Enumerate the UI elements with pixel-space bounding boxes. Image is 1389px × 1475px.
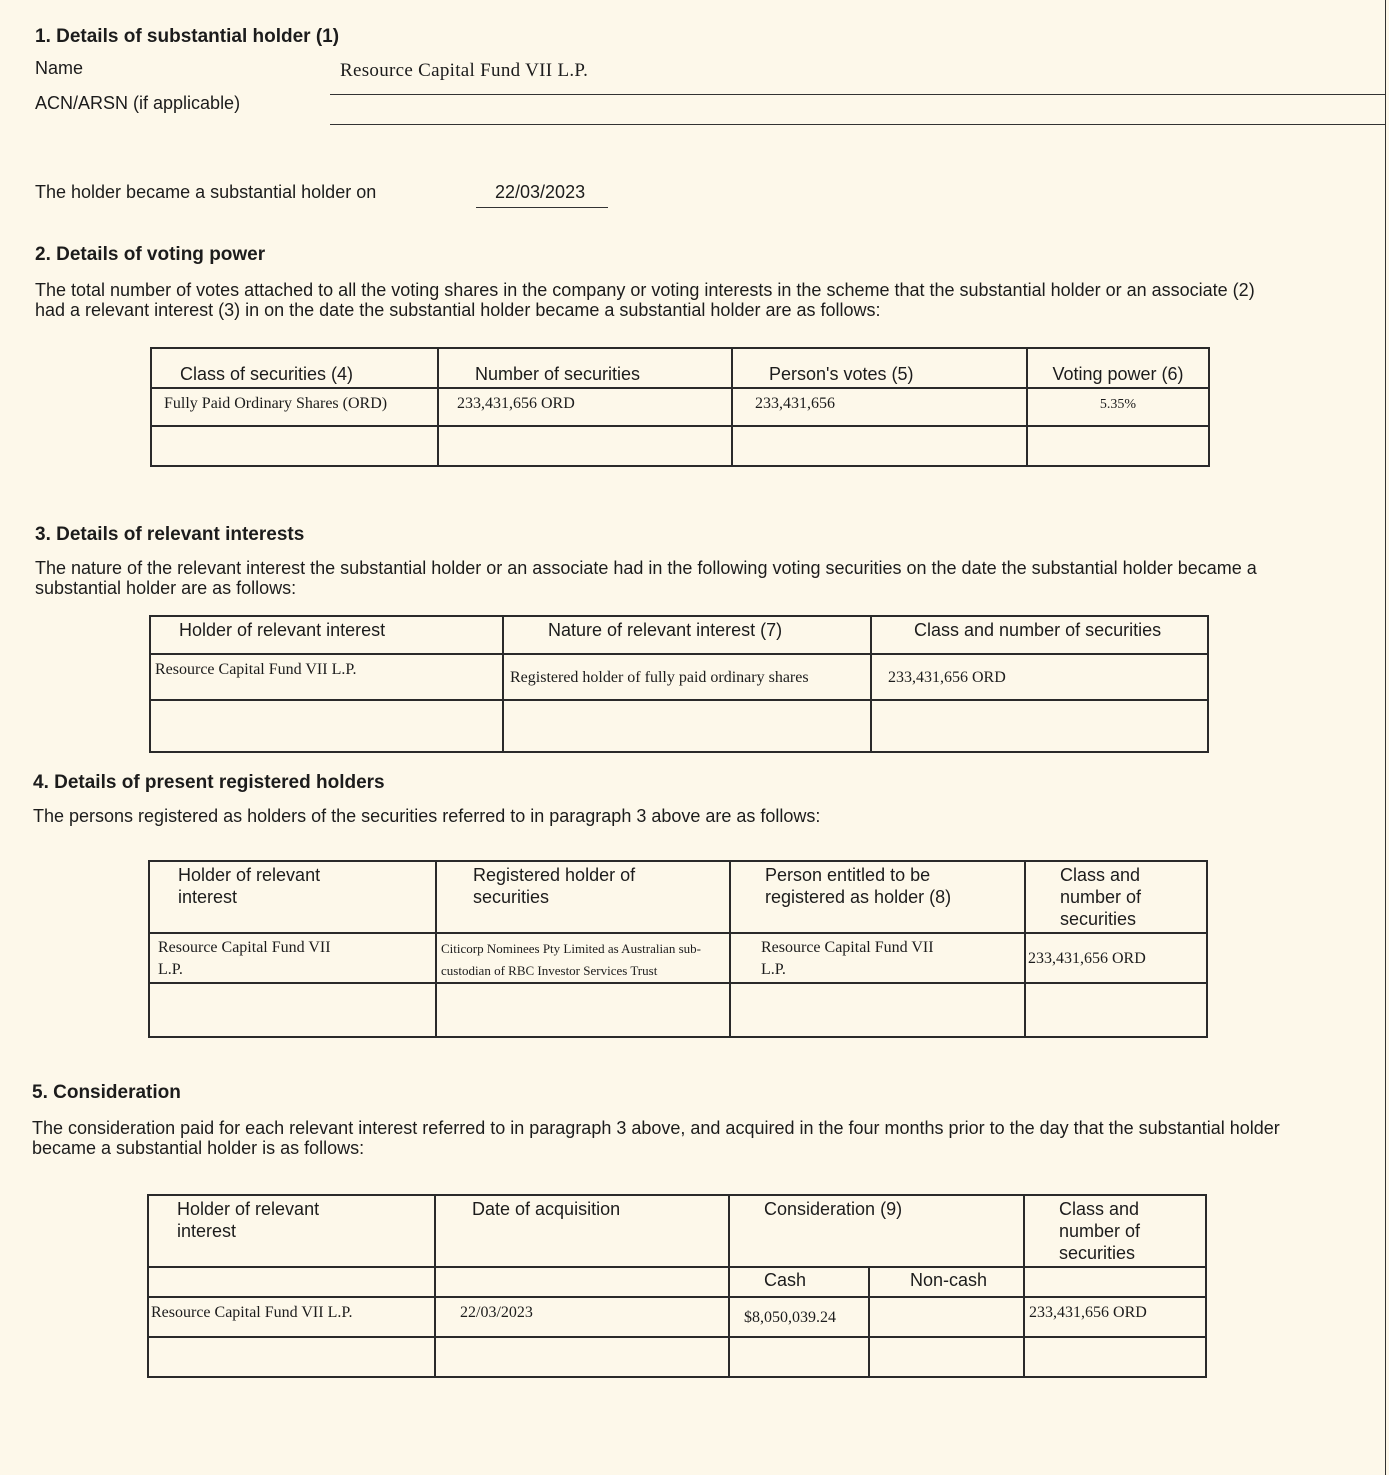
- cell-empty: [869, 1337, 1024, 1377]
- name-underline: [330, 94, 1385, 95]
- cell-class: Fully Paid Ordinary Shares (ORD): [164, 395, 388, 412]
- header-class-number: Class and number of securities: [1025, 861, 1207, 933]
- header-date: Date of acquisition: [435, 1195, 729, 1267]
- cell-empty: [1025, 983, 1207, 1037]
- consideration-table: [147, 1194, 1207, 1378]
- cell-class-number: 233,431,656 ORD: [1029, 1304, 1147, 1321]
- cell-date: 22/03/2023: [460, 1304, 533, 1321]
- section-5-intro: The consideration paid for each relevant interest referred to in paragraph 3 above, and acquired in the four months prior to the day that the substantial holder became a substantial holder is as follows:: [32, 1118, 1280, 1158]
- table-row: [151, 388, 1209, 426]
- subheader-cash: Cash: [729, 1267, 869, 1297]
- header-registered-holder: Registered holder of securities: [436, 861, 730, 933]
- voting-power-table: [150, 347, 1210, 467]
- subheader-row: [148, 1267, 1206, 1297]
- table-row: [149, 983, 1207, 1037]
- header-number-of-securities: Number of securities: [438, 348, 732, 388]
- relevant-interests-table: [149, 615, 1209, 753]
- header-holder: Holder of relevant interest: [149, 861, 436, 933]
- acn-label: ACN/ARSN (if applicable): [35, 93, 241, 113]
- cell-holder: Resource Capital Fund VII L.P.: [151, 1304, 353, 1321]
- cell-empty: [435, 1337, 729, 1377]
- table-header-row: [150, 616, 1208, 654]
- header-entitled-person: Person entitled to be registered as holder (8): [730, 861, 1025, 933]
- header-holder: Holder of relevant interest: [148, 1195, 435, 1267]
- header-class-number: Class and number of securities: [1024, 1195, 1206, 1267]
- cell-empty: [436, 983, 730, 1037]
- became-holder-label: The holder became a substantial holder on: [35, 182, 377, 202]
- page-edge-rule: [1385, 0, 1386, 1475]
- section-3-intro: The nature of the relevant interest the substantial holder or an associate had in the following voting securities on the date the substantial holder became a substantial holder are as follows:: [35, 558, 1257, 598]
- cell-empty: [1027, 426, 1209, 466]
- table-header-row: [148, 1195, 1206, 1267]
- registered-holders-table: [148, 860, 1208, 1038]
- cell-holder: Resource Capital Fund VII L.P.: [158, 939, 331, 978]
- cell-empty: [1024, 1267, 1206, 1297]
- cell-number: 233,431,656 ORD: [457, 395, 575, 412]
- name-value: Resource Capital Fund VII L.P.: [340, 60, 589, 81]
- cell-entitled-person: Resource Capital Fund VII L.P.: [761, 939, 934, 978]
- table-header-row: [151, 348, 1209, 388]
- section-4-intro: The persons registered as holders of the securities referred to in paragraph 3 above are as follows:: [33, 806, 821, 826]
- cell-empty: [729, 1337, 869, 1377]
- cell-empty: [438, 426, 732, 466]
- cell-registered-holder: Citicorp Nominees Pty Limited as Australian sub-custodian of RBC Investor Services Trust: [441, 941, 701, 978]
- section-3-heading: 3. Details of relevant interests: [35, 524, 305, 545]
- table-row: [151, 426, 1209, 466]
- cell-empty: [435, 1267, 729, 1297]
- subheader-non-cash: Non-cash: [869, 1267, 1024, 1297]
- cell-empty: [730, 983, 1025, 1037]
- cell-nature: Registered holder of fully paid ordinary shares: [510, 669, 809, 686]
- cell-empty: [148, 1337, 435, 1377]
- cell-voting-power: 5.35%: [1099, 397, 1137, 412]
- cell-empty: [148, 1267, 435, 1297]
- cell-class-number: 233,431,656 ORD: [1028, 950, 1146, 967]
- acn-underline: [330, 124, 1385, 125]
- section-2-heading: 2. Details of voting power: [35, 244, 266, 265]
- section-2-intro: The total number of votes attached to all the voting shares in the company or voting interests in the scheme that the substantial holder or an associate (2) had a relevant interest (3) in on the date the substantial holder became a substantial holder are as follows:: [35, 280, 1255, 320]
- header-nature: Nature of relevant interest (7): [503, 616, 871, 654]
- header-voting-power: Voting power (6): [1027, 348, 1209, 388]
- header-consideration: Consideration (9): [729, 1195, 1024, 1267]
- header-holder: Holder of relevant interest: [150, 616, 503, 654]
- table-row: [148, 1337, 1206, 1377]
- table-header-row: [149, 861, 1207, 933]
- table-row: [149, 933, 1207, 983]
- cell-empty: [151, 426, 438, 466]
- cell-empty: [1024, 1337, 1206, 1377]
- section-1-heading: 1. Details of substantial holder (1): [35, 26, 340, 47]
- cell-votes: 233,431,656: [755, 395, 835, 412]
- header-class-of-securities: Class of securities (4): [151, 348, 438, 388]
- header-class-number: Class and number of securities: [871, 616, 1208, 654]
- name-label: Name: [35, 58, 84, 78]
- cell-empty: [149, 983, 436, 1037]
- table-row: [150, 700, 1208, 752]
- cell-empty: [871, 700, 1208, 752]
- section-4-heading: 4. Details of present registered holders: [33, 772, 385, 793]
- header-persons-votes: Person's votes (5): [732, 348, 1027, 388]
- section-5-heading: 5. Consideration: [32, 1082, 181, 1103]
- cell-empty: [732, 426, 1027, 466]
- cell-holder: Resource Capital Fund VII L.P.: [155, 661, 357, 678]
- became-holder-date: 22/03/2023: [495, 182, 586, 202]
- table-row: [150, 654, 1208, 700]
- cell-cash: $8,050,039.24: [744, 1309, 836, 1326]
- cell-empty: [503, 700, 871, 752]
- table-row: [148, 1297, 1206, 1337]
- cell-empty: [150, 700, 503, 752]
- date-underline: [476, 207, 608, 208]
- cell-class-number: 233,431,656 ORD: [888, 669, 1006, 686]
